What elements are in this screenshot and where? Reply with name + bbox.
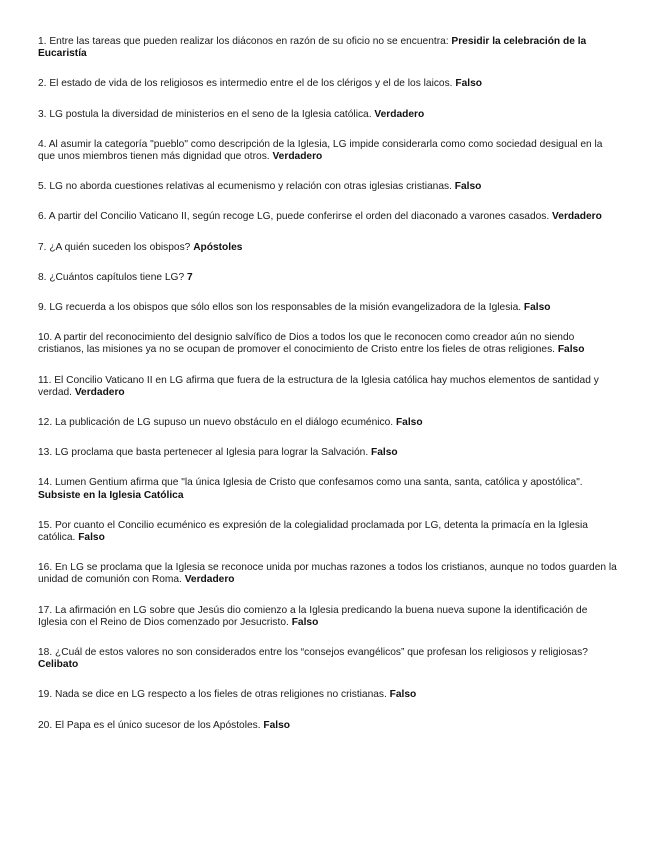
question-text: 5. LG no aborda cuestiones relativas al ecumenismo y relación con otras iglesias cristianas. <box>38 181 455 193</box>
question-text: 16. En LG se proclama que la Iglesia se reconoce unida por muchas razones a todos los cristianos, aunque no todos guarden la unidad de comunión con Roma. <box>38 562 617 586</box>
answer-text: Falso <box>78 532 105 544</box>
question-list <box>38 36 618 732</box>
question-item <box>38 447 618 459</box>
question-text: 12. La publicación de LG supuso un nuevo obstáculo en el diálogo ecuménico. <box>38 417 396 429</box>
question-item <box>38 647 618 671</box>
question-text: 2. El estado de vida de los religiosos es intermedio entre el de los clérigos y el de los laicos. <box>38 78 456 90</box>
answer-text: Falso <box>455 78 482 90</box>
question-item <box>38 181 618 193</box>
question-text: 15. Por cuanto el Concilio ecuménico es expresión de la colegialidad proclamada por LG, detenta la primacía en la Iglesia católica. <box>38 519 588 544</box>
answer-text: Subsiste en la Iglesia Católica <box>38 489 184 501</box>
question-item <box>38 477 618 501</box>
answer-text: Falso <box>291 616 319 628</box>
question-item <box>38 375 618 399</box>
answer-text: Apóstoles <box>193 241 243 253</box>
question-item <box>38 689 618 701</box>
question-item <box>38 302 618 314</box>
question-text: 3. LG postula la diversidad de ministerios en el seno de la Iglesia católica. <box>38 108 375 120</box>
question-item <box>38 417 618 429</box>
answer-text: Falso <box>557 344 585 356</box>
question-item <box>38 211 618 223</box>
question-item <box>38 605 618 629</box>
answer-text: Falso <box>454 181 482 193</box>
question-text: 18. ¿Cuál de estos valores no son considerados entre los “consejos evangélicos” que profesan los religiosos y religiosas? <box>38 647 588 659</box>
question-text: 13. LG proclama que basta pertenecer al Iglesia para lograr la Salvación. <box>38 447 371 459</box>
question-text: 8. ¿Cuántos capítulos tiene LG? <box>38 271 187 283</box>
answer-text: Verdadero <box>272 151 323 163</box>
question-item <box>38 332 618 356</box>
question-item <box>38 36 618 60</box>
question-text: 4. Al asumir la categoría "pueblo" como descripción de la Iglesia, LG impide considerarla como como sociedad desigual en la que unos miembros tienen más dignidad que otros. <box>38 138 603 163</box>
question-text: 14. Lumen Gentium afirma que "la única Iglesia de Cristo que confesamos como una santa, santa, católica y apostólica". <box>38 477 583 489</box>
question-item <box>38 520 618 544</box>
question-item <box>38 109 618 121</box>
answer-text: Falso <box>263 719 291 731</box>
question-text: 20. El Papa es el único sucesor de los Apóstoles. <box>38 719 264 731</box>
answer-text: Presidir la celebración de la Eucaristía <box>38 36 587 60</box>
question-item <box>38 78 618 90</box>
question-text: 11. El Concilio Vaticano II en LG afirma que fuera de la estructura de la Iglesia católica hay muchos elementos de santidad y verdad. <box>38 374 599 398</box>
question-text: 19. Nada se dice en LG respecto a los fieles de otras religiones no cristianas. <box>38 689 390 701</box>
question-item <box>38 139 618 163</box>
answer-text: Verdadero <box>74 386 125 398</box>
question-text: 1. Entre las tareas que pueden realizar los diáconos en razón de su oficio no se encuentra: <box>38 36 452 47</box>
answer-text: Falso <box>370 447 398 459</box>
answer-text: Verdadero <box>552 211 602 223</box>
answer-text: Celibato <box>38 659 79 671</box>
answer-text: Verdadero <box>374 108 425 120</box>
answer-text: Falso <box>523 302 551 314</box>
question-text: 6. A partir del Concilio Vaticano II, según recoge LG, puede conferirse el orden del diaconado a varones casados. <box>38 211 553 223</box>
question-text: 10. A partir del reconocimiento del designio salvífico de Dios a todos los que le reconocen como creador aún no siendo cristianos, las misiones ya no se ocupan de promover el conocimiento de Cristo entre los fieles de otras religiones. <box>38 332 575 356</box>
question-text: 9. LG recuerda a los obispos que sólo ellos son los responsables de la misión evangelizadora de la Iglesia. <box>38 302 524 314</box>
question-text: 17. La afirmación en LG sobre que Jesús dio comienzo a la Iglesia predicando la buena nueva supone la identificación de Iglesia con el Reino de Dios comenzado por Jesucristo. <box>38 604 588 628</box>
question-item <box>38 720 618 732</box>
answer-text: Falso <box>389 689 417 701</box>
answer-text: Verdadero <box>184 574 235 586</box>
answer-text: 7 <box>186 271 193 283</box>
question-item <box>38 562 618 586</box>
question-text: 7. ¿A quién suceden los obispos? <box>38 241 194 253</box>
question-item <box>38 242 618 254</box>
answer-text: Falso <box>395 417 423 429</box>
question-item <box>38 272 618 284</box>
